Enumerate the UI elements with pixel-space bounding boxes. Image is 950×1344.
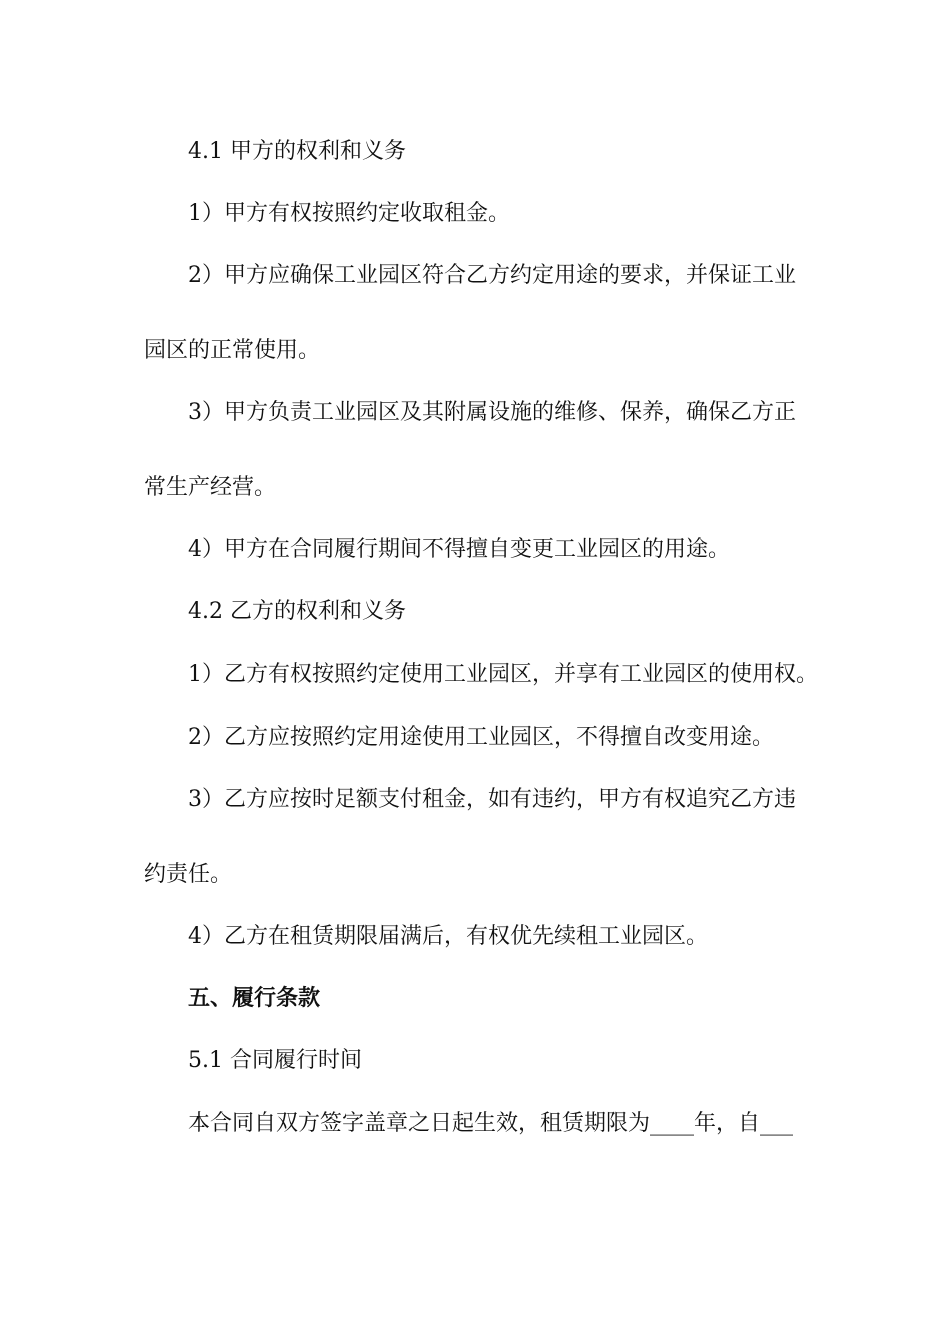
paragraph-line-continued: 园区的正常使用。 bbox=[144, 338, 321, 363]
paragraph-line: 1）乙方有权按照约定使用工业园区，并享有工业园区的使用权。 bbox=[188, 662, 818, 687]
paragraph-line-continued: 约责任。 bbox=[144, 862, 233, 887]
paragraph-line: 2）乙方应按照约定用途使用工业园区，不得擅自改变用途。 bbox=[188, 725, 774, 750]
paragraph-line: 3）乙方应按时足额支付租金，如有违约，甲方有权追究乙方违 bbox=[188, 787, 796, 812]
paragraph-line: 1）甲方有权按照约定收取租金。 bbox=[188, 201, 510, 226]
section-heading-4-1: 4.1 甲方的权利和义务 bbox=[188, 139, 406, 164]
paragraph-line: 4）乙方在租赁期限届满后，有权优先续租工业园区。 bbox=[188, 924, 708, 949]
chapter-heading-5: 五、履行条款 bbox=[188, 986, 321, 1011]
paragraph-line: 2）甲方应确保工业园区符合乙方约定用途的要求，并保证工业 bbox=[188, 263, 796, 288]
paragraph-line: 4）甲方在合同履行期间不得擅自变更工业园区的用途。 bbox=[188, 537, 730, 562]
paragraph-line: 本合同自双方签字盖章之日起生效，租赁期限为____年，自___ bbox=[188, 1111, 794, 1136]
paragraph-line-continued: 常生产经营。 bbox=[144, 475, 277, 500]
section-heading-4-2: 4.2 乙方的权利和义务 bbox=[188, 599, 406, 624]
section-heading-5-1: 5.1 合同履行时间 bbox=[188, 1048, 362, 1073]
paragraph-line: 3）甲方负责工业园区及其附属设施的维修、保养，确保乙方正 bbox=[188, 400, 796, 425]
